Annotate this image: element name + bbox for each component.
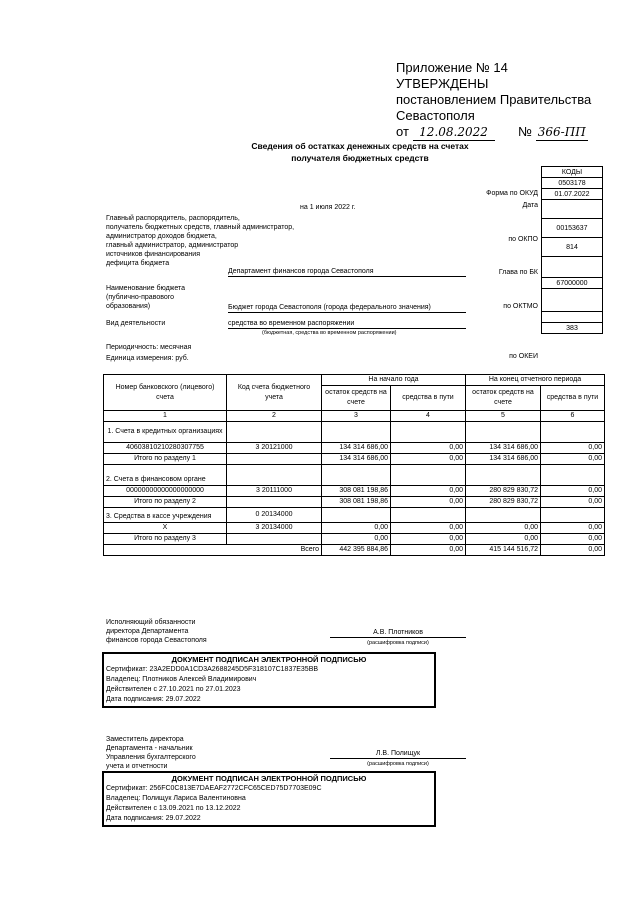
number-label: № (518, 124, 533, 139)
e-signature-title: ДОКУМЕНТ ПОДПИСАН ЭЛЕКТРОННОЙ ПОДПИСЬЮ (171, 655, 367, 664)
cell-value: 0,00 (541, 443, 605, 454)
cell-value: 442 395 884,86 (322, 545, 391, 556)
manager-label-6: дефицита бюджета (106, 260, 170, 267)
manager-label-1: Главный распорядитель, распорядитель, (106, 215, 240, 222)
appendix-block (396, 60, 591, 141)
table-row (104, 534, 605, 545)
activity-label: Вид деятельности (106, 320, 166, 327)
table-row (104, 497, 605, 508)
h-budget-account: Код счета бюджетного учета (227, 375, 322, 411)
cell-value: 280 829 830,72 (466, 497, 541, 508)
cell-value: 134 314 686,00 (466, 454, 541, 465)
cell-value: 0,00 (391, 486, 466, 497)
col-num: 4 (391, 411, 466, 422)
manager-label-5: источников финансирования (106, 251, 200, 258)
okud-value: 0503178 (542, 178, 603, 189)
account-code: 3 20121000 (227, 443, 322, 454)
cell-value: 0,00 (322, 523, 391, 534)
okei-value: 383 (542, 323, 603, 334)
signer1-role-3: финансов города Севастополя (106, 637, 207, 644)
cell-value: 134 314 686,00 (466, 443, 541, 454)
total-label: Итого по разделу 2 (104, 497, 227, 508)
signer2-hint: (расшифровка подписи) (367, 761, 429, 767)
cell-value: 0,00 (391, 523, 466, 534)
appendix-line4: Севастополя (396, 108, 475, 123)
certificate-validity: Действителен с 27.10.2021 по 27.01.2023 (106, 686, 241, 693)
title-line2: получателя бюджетных средств (291, 153, 429, 163)
signer1-name: А.В. Плотников (330, 628, 466, 638)
cell-value: 0,00 (391, 443, 466, 454)
cell-value: 0,00 (466, 523, 541, 534)
budget-label (106, 284, 185, 311)
signer1-role-1: Исполняющий обязанности (106, 619, 196, 626)
budget-label-3: образования) (106, 303, 151, 310)
col-num: 1 (104, 411, 227, 422)
h-end: На конец отчетного периода (466, 375, 605, 386)
total-label: Итого по разделу 1 (104, 454, 227, 465)
col-num: 3 (322, 411, 391, 422)
activity-value: средства во временном распоряжении (228, 319, 466, 329)
glava-label: Глава по БК (498, 269, 538, 276)
appendix-line1: Приложение № 14 (396, 60, 508, 75)
okei-label: по ОКЕИ (509, 353, 538, 360)
oktmo-label: по ОКТМО (503, 303, 538, 310)
signing-date: Дата подписания: 29.07.2022 (106, 696, 201, 703)
table-row (104, 486, 605, 497)
h-start: На начало года (322, 375, 466, 386)
col-num: 2 (227, 411, 322, 422)
cell-value: 0,00 (391, 454, 466, 465)
document-title (200, 140, 520, 164)
periodicity: Периодичность: месячная (106, 344, 192, 351)
activity-hint: (бюджетная, средства во временном распоряжении) (262, 330, 397, 336)
table-row (104, 465, 605, 486)
signer2-name: Л.В. Полищук (330, 749, 466, 759)
account-number: 00000000000000000000 (104, 486, 227, 497)
cell-value: 280 829 830,72 (466, 486, 541, 497)
signer2-role (106, 735, 196, 771)
handwritten-date: 12.08.2022 (413, 124, 495, 141)
cell-value: 134 314 686,00 (322, 443, 391, 454)
grand-total-label: Всего (104, 545, 322, 556)
h-balance-end: остаток средств на счете (466, 386, 541, 411)
appendix-date-line (396, 124, 591, 141)
certificate-owner: Владелец: Плотников Алексей Владимирович (106, 676, 257, 683)
table-row (104, 443, 605, 454)
e-signature-title: ДОКУМЕНТ ПОДПИСАН ЭЛЕКТРОННОЙ ПОДПИСЬЮ (171, 774, 367, 783)
cell-value: 0,00 (391, 534, 466, 545)
budget-label-2: (публично-правового (106, 294, 175, 301)
cell-value: 415 144 516,72 (466, 545, 541, 556)
title-line1: Сведения об остатках денежных средств на счетах (251, 141, 469, 151)
section-title: 2. Счета в финансовом органе (104, 465, 227, 486)
account-number: X (104, 523, 227, 534)
balances-table (103, 374, 605, 556)
cell-value: 0,00 (391, 497, 466, 508)
report-date: на 1 июля 2022 г. (300, 204, 356, 211)
cell-value: 0,00 (466, 534, 541, 545)
cell-value: 0,00 (541, 534, 605, 545)
account-number: 40603810210280307755 (104, 443, 227, 454)
manager-value: Департамент финансов города Севастополя (228, 267, 466, 277)
signer2-role-2: Департамента - начальник (106, 745, 193, 752)
certificate: Сертификат: 256FC0C813E7DAEAF2772CFC65CED75D7703E09C (106, 785, 322, 792)
table-row (104, 454, 605, 465)
okpo-value: 00153637 (542, 219, 603, 238)
cell-value: 0,00 (541, 486, 605, 497)
table-row (104, 523, 605, 534)
manager-label (106, 214, 294, 268)
manager-label-2: получатель бюджетных средств, главный администратор, (106, 224, 295, 231)
signer1-role-2: директора Департамента (106, 628, 189, 635)
cell-value: 308 081 198,86 (322, 497, 391, 508)
table-row (104, 422, 605, 443)
handwritten-number: 366-ПП (536, 124, 588, 141)
appendix-line2: УТВЕРЖДЕНЫ (396, 76, 489, 91)
oktmo-value: 67000000 (542, 278, 603, 289)
manager-label-4: главный администратор, администратор (106, 242, 239, 249)
certificate-validity: Действителен с 13.09.2021 по 13.12.2022 (106, 805, 241, 812)
col-numbers-row (104, 411, 605, 422)
okpo-label: по ОКПО (508, 236, 538, 243)
manager-label-3: администратор доходов бюджета, (106, 233, 217, 240)
account-code: 0 20134000 (227, 508, 322, 523)
e-signature-box-2 (102, 771, 436, 827)
signer2-role-3: Управления бухгалтерского (106, 754, 196, 761)
date-value: 01.07.2022 (542, 189, 603, 200)
cell-value: 0,00 (541, 523, 605, 534)
cell-value: 0,00 (541, 545, 605, 556)
e-signature-box-1 (102, 652, 436, 708)
h-transit-start: средства в пути (391, 386, 466, 411)
signer1-hint: (расшифровка подписи) (367, 640, 429, 646)
certificate: Сертификат: 23A2EDD0A1CD3A2688245D5F318107C1837E35BB (106, 666, 319, 673)
cell-value: 0,00 (541, 497, 605, 508)
section-title: 3. Средства в кассе учреждения (104, 508, 227, 523)
grand-total-row (104, 545, 605, 556)
signer1-role (106, 618, 207, 645)
cell-value: 0,00 (391, 545, 466, 556)
budget-label-1: Наименование бюджета (106, 285, 186, 292)
unit: Единица измерения: руб. (106, 355, 189, 362)
total-label: Итого по разделу 3 (104, 534, 227, 545)
col-num: 6 (541, 411, 605, 422)
section-title: 1. Счета в кредитных организациях (104, 422, 227, 443)
table-row (104, 508, 605, 523)
appendix-line3: постановлением Правительства (396, 92, 592, 107)
h-balance-start: остаток средств на счете (322, 386, 391, 411)
certificate-owner: Владелец: Полищук Лариса Валентиновна (106, 795, 246, 802)
cell-value: 134 314 686,00 (322, 454, 391, 465)
cell-value: 308 081 198,86 (322, 486, 391, 497)
h-account: Номер банковского (лицевого) счета (104, 375, 227, 411)
signer2-role-4: учета и отчетности (106, 763, 168, 770)
okud-label: Форма по ОКУД (486, 190, 538, 197)
date-label: Дата (522, 202, 538, 209)
cell-value: 0,00 (541, 454, 605, 465)
h-transit-end: средства в пути (541, 386, 605, 411)
glava-value: 814 (542, 238, 603, 257)
budget-value: Бюджет города Севастополя (города федерального значения) (228, 303, 466, 313)
signer2-role-1: Заместитель директора (106, 736, 184, 743)
account-code: 3 20111000 (227, 486, 322, 497)
cell-value: 0,00 (322, 534, 391, 545)
signing-date: Дата подписания: 29.07.2022 (106, 815, 201, 822)
from-label: от (396, 124, 409, 139)
col-num: 5 (466, 411, 541, 422)
account-code: 3 20134000 (227, 523, 322, 534)
codes-header: КОДЫ (542, 167, 603, 178)
codes-table (541, 166, 603, 334)
